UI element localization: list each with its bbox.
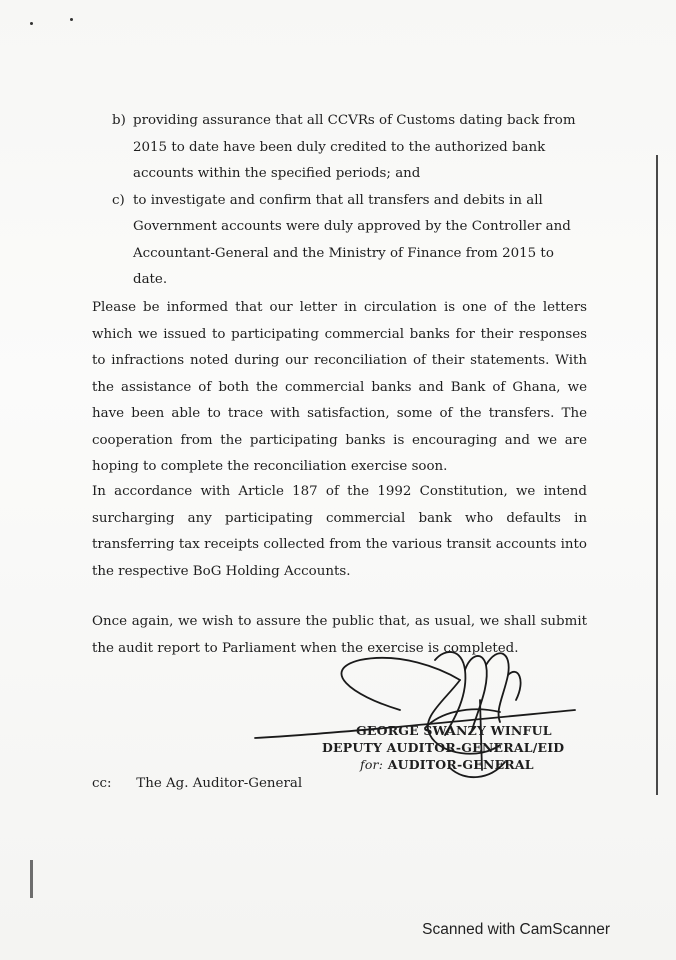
list-marker: b) [112, 113, 126, 128]
signatory-on-behalf [322, 756, 582, 773]
page-edge-mark [30, 860, 33, 898]
scan-speck [70, 18, 73, 21]
signatory-title: DEPUTY AUDITOR-GENERAL/EID [322, 740, 565, 755]
list-marker: c) [112, 192, 125, 208]
cc-recipient: The Ag. Auditor-General [136, 776, 303, 791]
scanner-watermark: Scanned with CamScanner [422, 921, 610, 938]
for-office: AUDITOR-GENERAL [387, 757, 534, 772]
paragraph-assurance: Once again, we wish to assure the public that, as usual, we shall submit the audit report to Parliament when the exercise is completed. [92, 614, 587, 656]
signatory-name: GEORGE SWANZY WINFUL [356, 723, 552, 738]
scan-speck [30, 22, 33, 25]
list-item [112, 188, 592, 294]
paragraph-article-187: In accordance with Article 187 of the 1992 Constitution, we intend surcharging any participating commercial bank who defaults in transferring tax receipts collected from the various transit accounts into the respective BoG Holding Accounts. [92, 484, 587, 579]
numbered-list [112, 108, 592, 294]
cc-label: cc: [92, 776, 112, 791]
signature-block [322, 722, 582, 773]
page-edge-shadow [656, 155, 658, 795]
for-prefix: for: [360, 757, 384, 772]
list-item-text: to investigate and confirm that all transfers and debits in all Government accounts were duly approved by the Controller and Accountant-General and the Ministry of Finance from 2015 to date. [133, 192, 571, 287]
paragraph-circulation: Please be informed that our letter in circulation is one of the letters which we issued to participating commercial banks for their responses to infractions noted during our reconciliation of their statements. With the assistance of both the commercial banks and Bank of Ghana, we have been able to trace with satisfaction, some of the transfers. The cooperation from the participating banks is encouraging and we are hoping to complete the reconciliation exercise soon. [92, 300, 587, 474]
list-item [112, 108, 592, 188]
list-item-text: providing assurance that all CCVRs of Customs dating back from 2015 to date have been duly credited to the authorized bank accounts within the specified periods; and [133, 113, 576, 181]
cc-line [92, 776, 302, 791]
